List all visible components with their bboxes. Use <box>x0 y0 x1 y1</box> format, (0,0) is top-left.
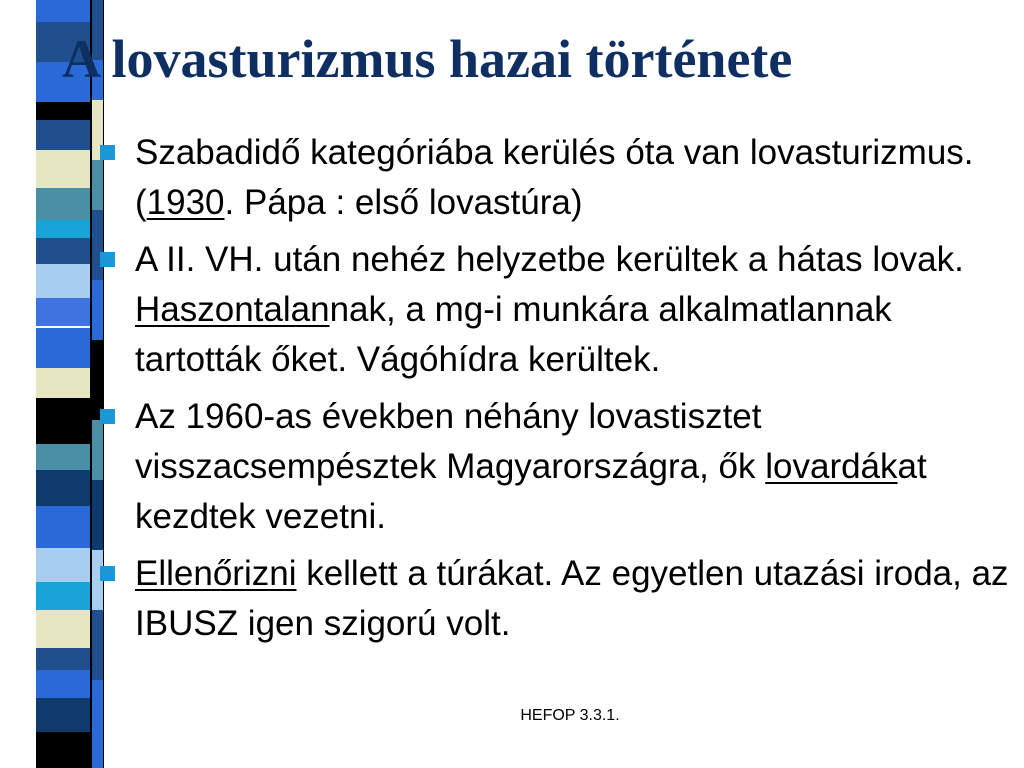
bullet-text: . Pápa : első lovastúra) <box>224 183 583 222</box>
bullet-text: Az 1960-as években néhány lovastisztet visszacsempésztek Magyarországra, ők <box>135 397 766 486</box>
stripe-segment <box>36 732 90 768</box>
stripe-segment <box>36 610 90 648</box>
stripe-segment <box>36 0 90 22</box>
stripe-line <box>90 0 92 768</box>
bullet-marker <box>100 409 115 424</box>
stripe-segment <box>36 298 90 326</box>
stripe-segment <box>36 220 90 238</box>
stripe-segment <box>36 368 90 398</box>
bullet-list <box>100 128 1010 656</box>
stripe-segment <box>36 506 90 548</box>
stripe-segment <box>36 398 90 444</box>
underlined-term: lovardák <box>765 447 898 486</box>
bullet-text: Szabadidő kategóriába kerülés óta van lovasturizmus. ( <box>135 133 974 222</box>
decorative-stripe <box>0 0 108 768</box>
stripe-segment <box>36 548 90 582</box>
stripe-segment <box>36 150 90 188</box>
underlined-term: Haszontalan <box>135 290 330 329</box>
bullet-item <box>100 549 1010 649</box>
stripe-segment <box>36 648 90 670</box>
bullet-item <box>100 392 1010 542</box>
stripe-segment <box>36 238 90 264</box>
stripe-segment <box>36 470 90 506</box>
bullet-text: at kezdtek vezetni. <box>135 447 927 536</box>
bullet-text: kellett a túrákat. Az egyetlen utazási iroda, az IBUSZ igen szigorú volt. <box>135 554 1009 643</box>
bullet-item <box>100 128 1010 228</box>
bullet-marker <box>100 566 115 581</box>
bullet-marker <box>100 145 115 160</box>
bullet-text: nak, a mg-i munkára alkalmatlannak tartották őket. Vágóhídra kerültek. <box>135 290 892 379</box>
underlined-term: Ellenőrizni <box>135 554 297 593</box>
bullet-text: A II. VH. után nehéz helyzetbe kerültek a hátas lovak. <box>135 240 964 279</box>
stripe-segment <box>36 188 90 220</box>
stripe-segment <box>36 328 90 368</box>
slide-title: A lovasturizmus hazai története <box>62 29 793 89</box>
stripe-segment <box>36 264 90 298</box>
stripe-segment <box>36 120 90 150</box>
bullet-marker <box>100 252 115 267</box>
stripe-segment <box>36 102 90 120</box>
stripe-segment <box>36 444 90 470</box>
bullet-item <box>100 235 1010 385</box>
underlined-term: 1930 <box>146 183 225 222</box>
stripe-segment <box>36 582 90 610</box>
stripe-segment <box>36 670 90 698</box>
footer-text: HEFOP 3.3.1. <box>520 707 620 724</box>
